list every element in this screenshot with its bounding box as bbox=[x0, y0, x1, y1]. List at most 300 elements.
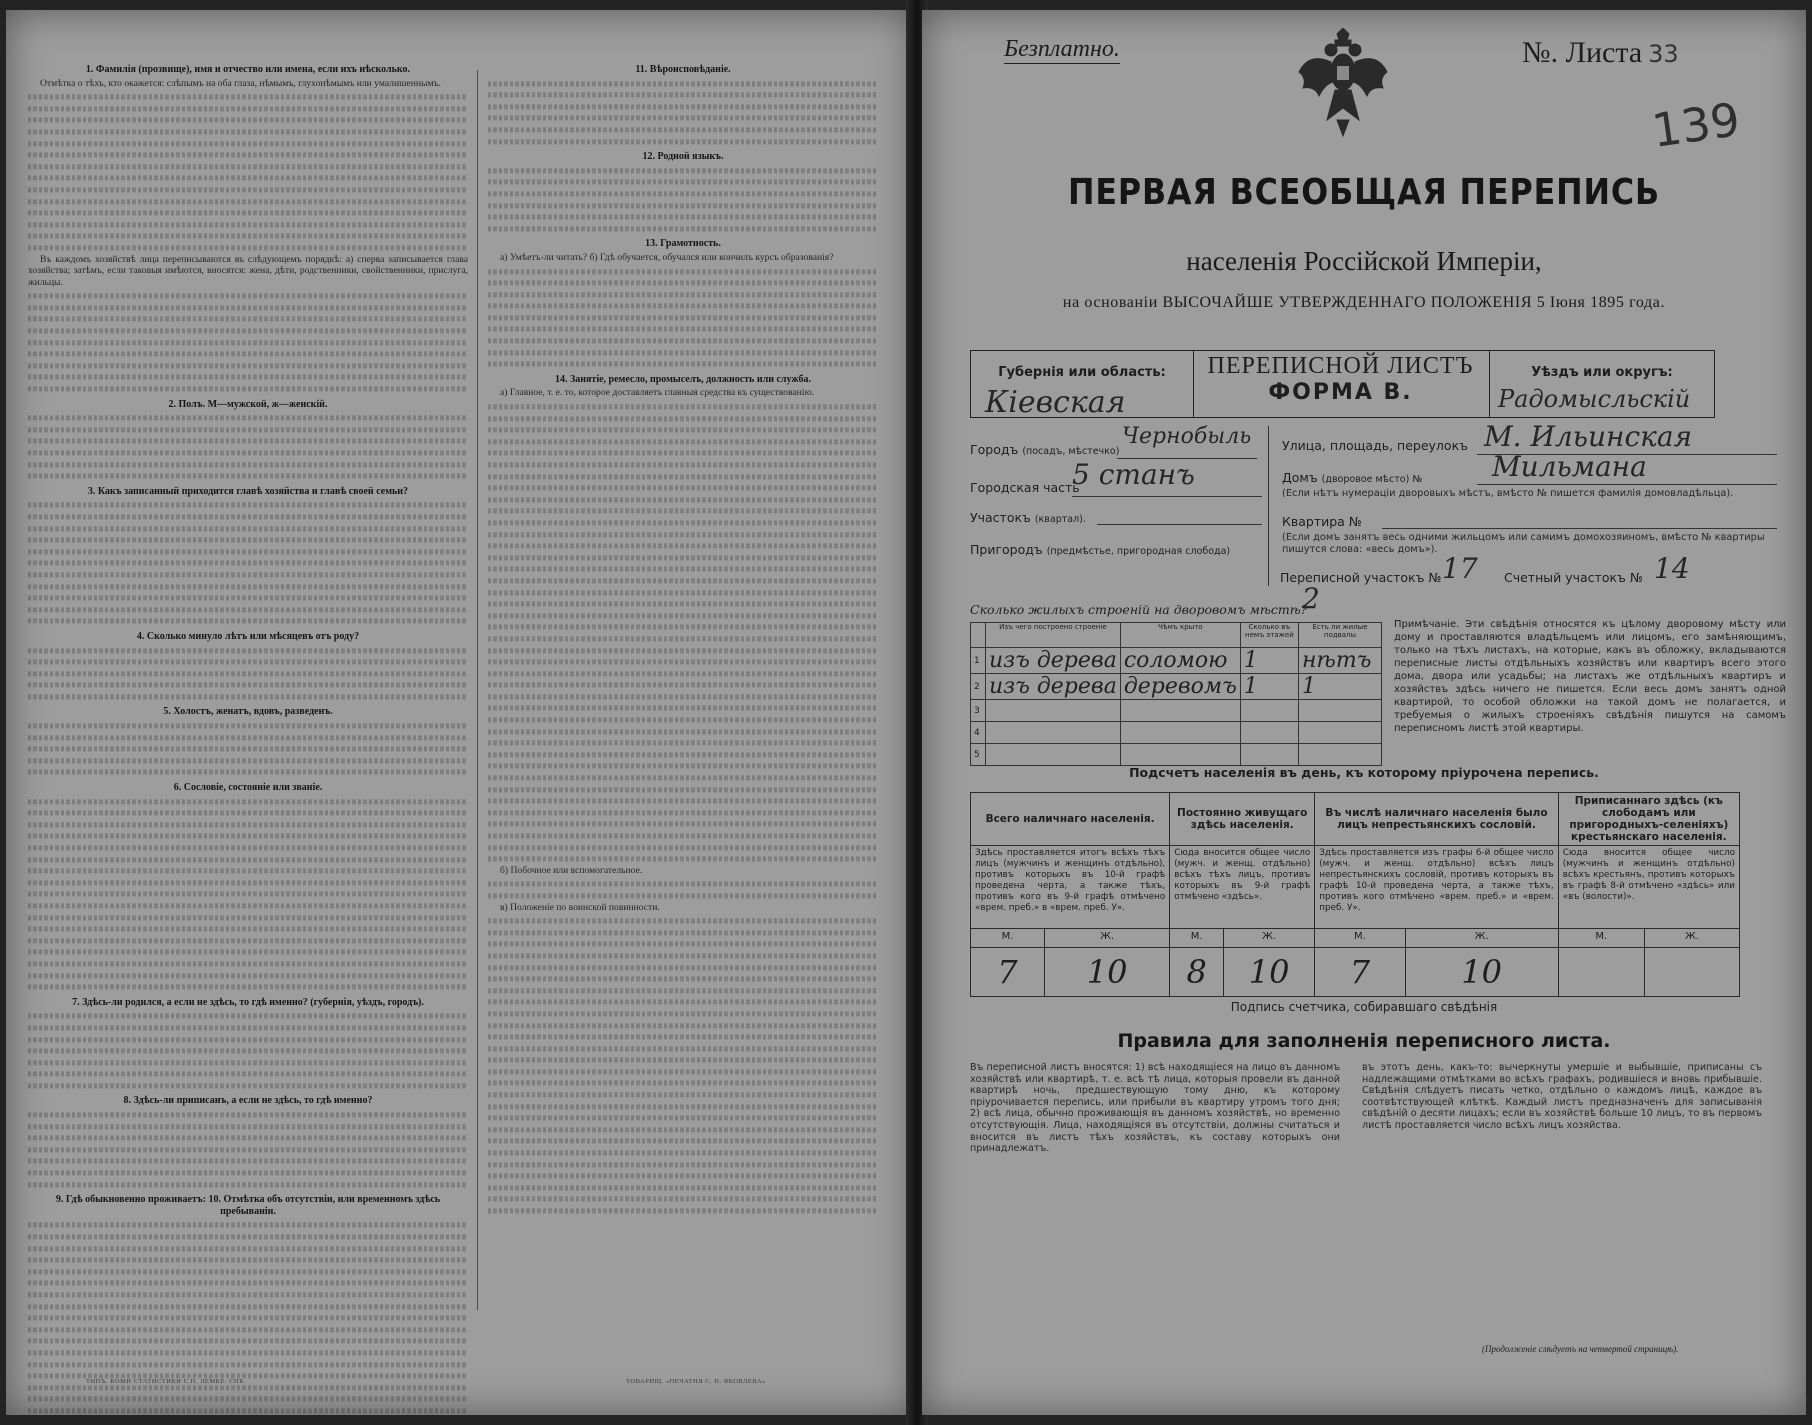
pop-male-label: М. bbox=[971, 929, 1045, 948]
print-line bbox=[28, 1048, 468, 1053]
building-floors bbox=[1240, 722, 1298, 744]
print-line bbox=[28, 869, 468, 874]
uezd-label: Уѣздъ или округъ: bbox=[1531, 365, 1673, 380]
print-line bbox=[488, 810, 878, 815]
pop-female-label: Ж. bbox=[1044, 929, 1169, 948]
print-line bbox=[488, 226, 878, 231]
instruction-heading: 5. Холостъ, женатъ, вдовъ, разведенъ. bbox=[163, 706, 333, 718]
print-line bbox=[488, 451, 878, 456]
print-line bbox=[28, 834, 468, 839]
print-line bbox=[28, 648, 468, 653]
buildings-col-num bbox=[971, 623, 986, 648]
right-page-census-form bbox=[922, 10, 1806, 1415]
print-line bbox=[488, 893, 878, 898]
print-line bbox=[488, 930, 878, 935]
print-line bbox=[28, 1124, 468, 1129]
chast-underline bbox=[1072, 496, 1262, 497]
pop-male-value: 7 bbox=[1315, 948, 1405, 997]
pop-male-label: М. bbox=[1558, 929, 1644, 948]
print-line bbox=[28, 106, 468, 111]
print-line bbox=[488, 292, 878, 297]
stroeniy-question: Сколько жилыхъ строеній на дворовомъ мѣстѣ? bbox=[970, 602, 1308, 617]
pop-header-peasant: Приписаннаго здѣсь (къ слободамъ или пригородныхъ-селеніяхъ) крестьянскаго населенія. bbox=[1558, 793, 1739, 846]
print-line bbox=[28, 880, 468, 885]
dom-value: Мильмана bbox=[1492, 450, 1647, 483]
print-line bbox=[28, 1072, 468, 1077]
print-line bbox=[488, 764, 878, 769]
instruction-text: б) Побочное или вспомогательное. bbox=[500, 864, 643, 876]
building-roof bbox=[1120, 722, 1240, 744]
print-line bbox=[28, 1327, 468, 1332]
schetny-field: Счетный участокъ № bbox=[1504, 570, 1643, 585]
instructions-column-2 bbox=[488, 60, 878, 1217]
buildings-remark: Примѣчаніе. Эти свѣдѣнія относятся къ цѣлому дворовому мѣсту или дому и проставляются владѣльцемъ или лицомъ, его замѣняющимъ, только на тѣхъ листахъ, на которые, какъ въ обложку, вкладываются переписные листы отдѣльныхъ хозяйствъ или квартиръ всего этого дома, двора или усадьбы; на листахъ же отдѣльныхъ квартиръ и хозяйствъ здѣсь ничего не пишется. Если весь домъ занятъ одной квартирой, то особой обложки на такой домъ не полагается, и требуемыя о жилыхъ строеніяхъ свѣдѣнія пишутся на самомъ переписномъ листѣ этой квартиры. bbox=[1394, 619, 1786, 734]
pop-header-non-peasant: Въ числѣ наличнаго населенія было лицъ непрестьянскихъ сословій. bbox=[1315, 793, 1558, 846]
print-line bbox=[28, 799, 468, 804]
sheet-number-label: №. Листа bbox=[1522, 36, 1643, 69]
print-line bbox=[28, 340, 468, 345]
buildings-row-number-text: 4 bbox=[974, 727, 980, 738]
building-cellar bbox=[1298, 674, 1381, 700]
instructions-column-1 bbox=[28, 60, 468, 1415]
building-cellar bbox=[1298, 700, 1381, 722]
print-line bbox=[488, 659, 878, 664]
buildings-row-number bbox=[971, 744, 986, 766]
building-cellar-text: 1 bbox=[1301, 674, 1316, 699]
print-line bbox=[28, 328, 468, 333]
pop-male-label: М. bbox=[1170, 929, 1224, 948]
buildings-col-roof: Чѣмъ крыто bbox=[1120, 623, 1240, 648]
printer-footnote: ТИПЪ. КОМИ СТАТИСТИКИ С.П. ЛЕМКЕ. СПБ. bbox=[86, 1378, 246, 1385]
print-line bbox=[488, 833, 878, 838]
buildings-row-number bbox=[971, 648, 986, 674]
print-line bbox=[28, 961, 468, 966]
print-line bbox=[28, 683, 468, 688]
print-line bbox=[28, 1136, 468, 1141]
free-of-charge-label: Безплатно. bbox=[1004, 36, 1120, 62]
print-line bbox=[488, 404, 878, 409]
print-line bbox=[488, 845, 878, 850]
print-line bbox=[488, 942, 878, 947]
sheet-number bbox=[1522, 36, 1679, 70]
print-line bbox=[488, 350, 878, 355]
print-line bbox=[28, 1037, 468, 1042]
dom-note: (Если нѣтъ нумераціи дворовыхъ мѣстъ, вмѣсто № пишется фамилія домовладѣльца). bbox=[1282, 488, 1734, 499]
building-material-text: изъ дерева bbox=[989, 674, 1117, 699]
buildings-row bbox=[971, 674, 1382, 700]
pop-male-value: 8 bbox=[1170, 948, 1224, 997]
gorod-value: Чернобыль bbox=[1122, 424, 1252, 449]
prigorod-label: Пригородъ bbox=[970, 542, 1043, 557]
print-line bbox=[488, 799, 878, 804]
pop-male-label: М. bbox=[1315, 929, 1405, 948]
print-line bbox=[488, 919, 878, 924]
print-line bbox=[488, 1034, 878, 1039]
print-line bbox=[28, 770, 468, 775]
print-line bbox=[28, 607, 468, 612]
archive-page-number: 139 bbox=[1648, 92, 1744, 158]
print-line bbox=[488, 180, 878, 185]
print-line bbox=[488, 1000, 878, 1005]
print-line bbox=[28, 1234, 468, 1239]
print-line bbox=[28, 984, 468, 989]
print-line bbox=[28, 1223, 468, 1228]
chast-value: 5 станъ bbox=[1072, 458, 1195, 491]
rules-column-2: въ этотъ день, какъ-то: вычеркнуты умершіе и выбывшіе, приписаны съ надлежащими отмѣтками во всѣхъ графахъ, родившіеся и вновь прибывшіе. Свѣдѣнія слѣдуетъ писать четко, отдѣльно о каждомъ лицѣ, каждое въ соотвѣтствующей клѣткѣ. Каждый листъ предназначенъ для записыванія свѣдѣній о десяти лицахъ; если въ хозяйствѣ больше 10 лицъ, то въ первомъ листѣ проставляется число всѣхъ лицъ хозяйства. bbox=[1362, 1062, 1762, 1131]
pop-female-label: Ж. bbox=[1644, 929, 1739, 948]
print-line bbox=[28, 915, 468, 920]
sheet-number-value: 33 bbox=[1648, 40, 1679, 68]
building-floors bbox=[1240, 674, 1298, 700]
print-line bbox=[488, 590, 878, 595]
building-cellar bbox=[1298, 722, 1381, 744]
print-line bbox=[28, 950, 468, 955]
ulitsa-field: Улица, площадь, переулокъ bbox=[1282, 438, 1468, 453]
print-line bbox=[488, 567, 878, 572]
uezd-value: Радомысльскій bbox=[1498, 385, 1691, 413]
imperial-eagle-emblem-icon bbox=[1297, 28, 1389, 138]
stroeniy-value: 2 bbox=[1302, 582, 1320, 615]
print-line bbox=[488, 1162, 878, 1167]
print-line bbox=[488, 520, 878, 525]
print-line bbox=[28, 659, 468, 664]
column-divider bbox=[477, 70, 478, 1310]
print-line bbox=[488, 474, 878, 479]
uchastok-label: Участокъ bbox=[970, 510, 1031, 525]
print-line bbox=[488, 613, 878, 618]
dom-hint: (дворовое мѣсто) № bbox=[1321, 474, 1423, 485]
print-line bbox=[28, 352, 468, 357]
print-line bbox=[488, 338, 878, 343]
print-line bbox=[28, 1112, 468, 1117]
print-line bbox=[28, 1408, 468, 1413]
print-line bbox=[28, 857, 468, 862]
guberniya-box bbox=[970, 350, 1194, 418]
print-line bbox=[488, 362, 878, 367]
pop-female-value: 10 bbox=[1044, 948, 1169, 997]
print-line bbox=[488, 1208, 878, 1213]
print-line bbox=[488, 104, 878, 109]
print-line bbox=[488, 1011, 878, 1016]
building-cellar-text: нѣтъ bbox=[1301, 648, 1372, 673]
instruction-heading: 2. Полъ. М—мужской, ж—женскій. bbox=[168, 398, 328, 410]
print-line bbox=[28, 811, 468, 816]
pop-male-value: 7 bbox=[971, 948, 1045, 997]
instruction-heading: 7. Здѣсь-ли родился, а если не здѣсь, то гдѣ именно? (губернія, уѣздъ, городъ). bbox=[72, 996, 424, 1008]
print-line bbox=[28, 1304, 468, 1309]
print-line bbox=[488, 191, 878, 196]
print-line bbox=[488, 1023, 878, 1028]
pop-desc-permanent: Сюда вносится общее число (мужч. и женщ. отдѣльно) всѣхъ тѣхъ лицъ, противъ которыхъ въ 9-й графѣ отмѣчено «здѣсь». bbox=[1170, 846, 1315, 929]
print-line bbox=[488, 822, 878, 827]
print-line bbox=[28, 141, 468, 146]
rules-column-1: Въ переписной листъ вносятся: 1) всѣ находящіеся на лицо въ данномъ хозяйствѣ или квартирѣ, т. е. всѣ тѣ лица, которыя провели въ данной квартирѣ ночь, предшествующую тому дню, къ которому пріурочивается перепись, или прибыли въ квартиру утромъ того дня; 2) всѣ лица, обычно проживающія въ данномъ хозяйствѣ, но временно отсутствующія. Лица, находящіяся въ отсутствіи, должны считаться и вносится въ листъ тѣхъ хозяйствъ, къ составу которыхъ они принадлежатъ. bbox=[970, 1062, 1340, 1155]
print-line bbox=[28, 210, 468, 215]
print-line bbox=[28, 1316, 468, 1321]
print-line bbox=[28, 317, 468, 322]
print-line bbox=[488, 729, 878, 734]
pop-female-value bbox=[1644, 948, 1739, 997]
print-line bbox=[488, 706, 878, 711]
print-line bbox=[28, 694, 468, 699]
rules-title: Правила для заполненія переписного листа. bbox=[1117, 1030, 1611, 1052]
print-line bbox=[488, 139, 878, 144]
building-floors bbox=[1240, 700, 1298, 722]
print-line bbox=[28, 375, 468, 380]
print-line bbox=[28, 526, 468, 531]
print-line bbox=[28, 1159, 468, 1164]
print-line bbox=[28, 927, 468, 932]
buildings-table bbox=[970, 622, 1382, 766]
instruction-heading: 1. Фамилія (прозвище), имя и отчество или имена, если ихъ нѣсколько. bbox=[85, 64, 411, 75]
print-line bbox=[488, 953, 878, 958]
print-line bbox=[28, 386, 468, 391]
form-type-box bbox=[1192, 350, 1489, 418]
building-cellar bbox=[1298, 744, 1381, 766]
buildings-col-floors: Сколько въ немъ этажей bbox=[1240, 623, 1298, 648]
left-page-instructions bbox=[6, 10, 914, 1415]
uchastok-underline bbox=[1097, 524, 1262, 525]
pop-male-value bbox=[1558, 948, 1644, 997]
print-line bbox=[488, 775, 878, 780]
print-line bbox=[488, 1127, 878, 1132]
instruction-text: Отмѣтка о тѣхъ, кто окажется: слѣпымъ на оба глаза, нѣмымъ, глухонѣмымъ или умалишеннымъ. bbox=[40, 77, 441, 89]
print-line bbox=[488, 439, 878, 444]
dom-underline bbox=[1477, 484, 1777, 485]
print-line bbox=[28, 1362, 468, 1367]
building-cellar bbox=[1298, 648, 1381, 674]
print-line bbox=[28, 973, 468, 978]
print-line bbox=[488, 93, 878, 98]
print-line bbox=[28, 1258, 468, 1263]
instruction-heading: 4. Сколько минуло лѣтъ или мѣсяцевъ отъ роду? bbox=[136, 630, 360, 642]
print-line bbox=[28, 723, 468, 728]
print-line bbox=[488, 752, 878, 757]
building-roof bbox=[1120, 674, 1240, 700]
instruction-heading: 13. Грамотность. bbox=[645, 238, 721, 250]
building-material bbox=[986, 744, 1121, 766]
buildings-row-number-text: 3 bbox=[974, 705, 980, 716]
print-line bbox=[488, 965, 878, 970]
print-line bbox=[28, 164, 468, 169]
print-line bbox=[488, 315, 878, 320]
print-line bbox=[488, 168, 878, 173]
print-line bbox=[488, 988, 878, 993]
print-line bbox=[488, 1092, 878, 1097]
print-line bbox=[28, 294, 468, 299]
print-line bbox=[28, 462, 468, 467]
print-line bbox=[28, 503, 468, 508]
pop-female-label: Ж. bbox=[1224, 929, 1315, 948]
print-line bbox=[28, 747, 468, 752]
print-line bbox=[488, 269, 878, 274]
print-line bbox=[28, 118, 468, 123]
print-line bbox=[488, 601, 878, 606]
print-line bbox=[28, 1385, 468, 1390]
building-material bbox=[986, 674, 1121, 700]
building-material bbox=[986, 700, 1121, 722]
print-line bbox=[488, 741, 878, 746]
print-line bbox=[28, 1025, 468, 1030]
print-line bbox=[28, 416, 468, 421]
print-line bbox=[488, 1197, 878, 1202]
instruction-heading: 3. Какъ записанный приходится главѣ хозяйства и главѣ своей семьи? bbox=[87, 485, 409, 497]
buildings-row bbox=[971, 722, 1382, 744]
print-line bbox=[488, 304, 878, 309]
print-line bbox=[28, 1014, 468, 1019]
instruction-text: а) Умѣетъ-ли читать? б) Гдѣ обучается, обучался или кончилъ курсъ образованія? bbox=[500, 251, 834, 263]
print-line bbox=[28, 903, 468, 908]
instruction-heading: 8. Здѣсь-ли приписанъ, а если не здѣсь, то гдѣ именно? bbox=[123, 1095, 373, 1107]
instruction-heading: 14. Занятіе, ремесло, промыселъ, должность или служба. bbox=[554, 373, 812, 385]
building-roof bbox=[1120, 744, 1240, 766]
buildings-row bbox=[971, 700, 1382, 722]
print-line bbox=[488, 509, 878, 514]
instruction-heading: 6. Сословіе, состояніе или званіе. bbox=[173, 782, 323, 794]
print-line bbox=[28, 439, 468, 444]
uchastok-field bbox=[970, 510, 1086, 525]
print-line bbox=[488, 976, 878, 981]
print-line bbox=[488, 544, 878, 549]
form-title-basis: на основаніи ВЫСОЧАЙШЕ УТВЕРЖДЕННАГО ПОЛОЖЕНІЯ 5 Іюня 1895 года. bbox=[1062, 294, 1666, 311]
print-line bbox=[28, 1269, 468, 1274]
buildings-table-header bbox=[971, 623, 1382, 648]
continued-note: (Продолженіе слѣдуетъ на четвертой страницѣ). bbox=[1482, 1344, 1679, 1354]
buildings-col-cellar: Есть ли жилые подвалы bbox=[1298, 623, 1381, 648]
print-line bbox=[488, 578, 878, 583]
print-line bbox=[28, 245, 468, 250]
buildings-row-number-text: 2 bbox=[974, 681, 980, 692]
pop-desc-peasant: Сюда вносится общее число (мужчинъ и женщинъ отдѣльно) всѣхъ крестьянъ, противъ которыхъ въ графѣ 8-й отмѣчено «здѣсь» или «въ (волости)». bbox=[1558, 846, 1739, 929]
print-line bbox=[28, 845, 468, 850]
print-line bbox=[488, 648, 878, 653]
building-floors bbox=[1240, 744, 1298, 766]
print-line bbox=[488, 1058, 878, 1063]
building-material bbox=[986, 722, 1121, 744]
print-line bbox=[28, 427, 468, 432]
printer-footnote-2: ТОВАРИЩ. «ПЕЧАТНЯ С. П. ЯКОВЛЕВА» bbox=[626, 1378, 766, 1385]
print-line bbox=[28, 758, 468, 763]
building-floors bbox=[1240, 648, 1298, 674]
buildings-row-number-text: 1 bbox=[974, 655, 980, 666]
print-line bbox=[28, 129, 468, 134]
instruction-text: Въ каждомъ хозяйствѣ лица переписываются въ слѣдующемъ порядкѣ: а) сперва записывается глава хозяйства; затѣмъ, если таковыя имѣются, вносятся: жена, дѣти, родственники, свойственники, прислуга, жильцы. bbox=[28, 253, 468, 288]
gorod-label: Городъ bbox=[970, 442, 1019, 457]
print-line bbox=[28, 1292, 468, 1297]
print-line bbox=[28, 305, 468, 310]
instruction-heading: 9. Гдѣ обыкновенно проживаетъ: 10. Отмѣтка объ отсутствіи, или временномъ здѣсь пребываніи. bbox=[55, 1194, 441, 1217]
print-line bbox=[488, 127, 878, 132]
print-line bbox=[28, 671, 468, 676]
print-line bbox=[28, 572, 468, 577]
print-line bbox=[28, 1060, 468, 1065]
buildings-row-number bbox=[971, 674, 986, 700]
print-line bbox=[28, 222, 468, 227]
print-line bbox=[488, 787, 878, 792]
gorod-field bbox=[970, 442, 1119, 457]
print-line bbox=[28, 1083, 468, 1088]
pop-desc-total: Здѣсь проставляется итогъ всѣхъ тѣхъ лицъ (мужчинъ и женщинъ отдѣльно), противъ которыхъ въ 10-й графѣ проведена черта, а также тѣхъ, противъ кого въ 9-й графѣ отмѣчено «врем. преб.» в «врем. преб. У». bbox=[971, 846, 1170, 929]
buildings-row bbox=[971, 648, 1382, 674]
print-line bbox=[488, 532, 878, 537]
form-title-main: ПЕРВАЯ ВСЕОБЩАЯ ПЕРЕПИСЬ bbox=[1067, 172, 1661, 213]
perepisnoy-value: 17 bbox=[1442, 552, 1478, 585]
population-count-title: Подсчетъ населенія въ день, къ которому пріурочена перепись. bbox=[1129, 765, 1599, 780]
buildings-row-number bbox=[971, 700, 986, 722]
building-floors-text: 1 bbox=[1243, 674, 1258, 699]
kvartira-note: (Если домъ занятъ весь одними жильцомъ или самимъ домохозяиномъ, вмѣсто № квартиры пишутся слова: «весь домъ»). bbox=[1282, 532, 1765, 555]
print-line bbox=[28, 474, 468, 479]
form-title-sub: населенія Россійской Имперіи, bbox=[1186, 246, 1542, 276]
print-line bbox=[28, 1246, 468, 1251]
print-line bbox=[488, 428, 878, 433]
print-line bbox=[28, 538, 468, 543]
dom-field bbox=[1282, 470, 1422, 485]
building-material-text: изъ дерева bbox=[989, 648, 1117, 673]
building-roof bbox=[1120, 700, 1240, 722]
chast-field: Городская часть bbox=[970, 480, 1080, 495]
print-line bbox=[488, 81, 878, 86]
print-line bbox=[28, 1397, 468, 1402]
print-line bbox=[488, 1174, 878, 1179]
print-line bbox=[28, 1350, 468, 1355]
print-line bbox=[488, 327, 878, 332]
print-line bbox=[488, 625, 878, 630]
prigorod-field bbox=[970, 542, 1230, 557]
print-line bbox=[28, 1281, 468, 1286]
print-line bbox=[488, 1116, 878, 1121]
building-roof-text: деревомъ bbox=[1123, 674, 1237, 699]
print-line bbox=[28, 584, 468, 589]
print-line bbox=[488, 1104, 878, 1109]
kvartira-field: Квартира № bbox=[1282, 514, 1362, 529]
print-line bbox=[28, 95, 468, 100]
print-line bbox=[28, 619, 468, 624]
print-line bbox=[28, 1170, 468, 1175]
instruction-heading: 11. Вѣроисповѣданіе. bbox=[635, 64, 731, 75]
prigorod-hint: (предмѣстье, пригородная слобода) bbox=[1046, 546, 1231, 557]
print-line bbox=[28, 514, 468, 519]
enumerator-signature-label: Подпись счетчика, собиравшаго свѣдѣнія bbox=[1230, 1000, 1498, 1014]
print-line bbox=[28, 153, 468, 158]
building-roof bbox=[1120, 648, 1240, 674]
pop-female-value: 10 bbox=[1224, 948, 1315, 997]
population-table bbox=[970, 792, 1740, 997]
schetny-value: 14 bbox=[1654, 552, 1690, 585]
kvartira-underline bbox=[1382, 528, 1777, 529]
print-line bbox=[488, 882, 878, 887]
building-floors-text: 1 bbox=[1243, 648, 1258, 673]
print-line bbox=[28, 199, 468, 204]
uchastok-hint: (квартал). bbox=[1034, 514, 1086, 525]
print-line bbox=[488, 280, 878, 285]
print-line bbox=[488, 214, 878, 219]
print-line bbox=[28, 1147, 468, 1152]
print-line bbox=[488, 683, 878, 688]
uezd-box bbox=[1489, 350, 1715, 418]
guberniya-label: Губернія или область: bbox=[998, 365, 1166, 380]
print-line bbox=[488, 1069, 878, 1074]
print-line bbox=[28, 450, 468, 455]
print-line bbox=[488, 1185, 878, 1190]
print-line bbox=[488, 462, 878, 467]
buildings-row-number bbox=[971, 722, 986, 744]
ulitsa-value: М. Ильинская bbox=[1484, 420, 1693, 453]
pop-female-label: Ж. bbox=[1405, 929, 1558, 948]
print-line bbox=[488, 671, 878, 676]
print-line bbox=[488, 694, 878, 699]
buildings-col-material: Изъ чего построено строеніе bbox=[986, 623, 1121, 648]
